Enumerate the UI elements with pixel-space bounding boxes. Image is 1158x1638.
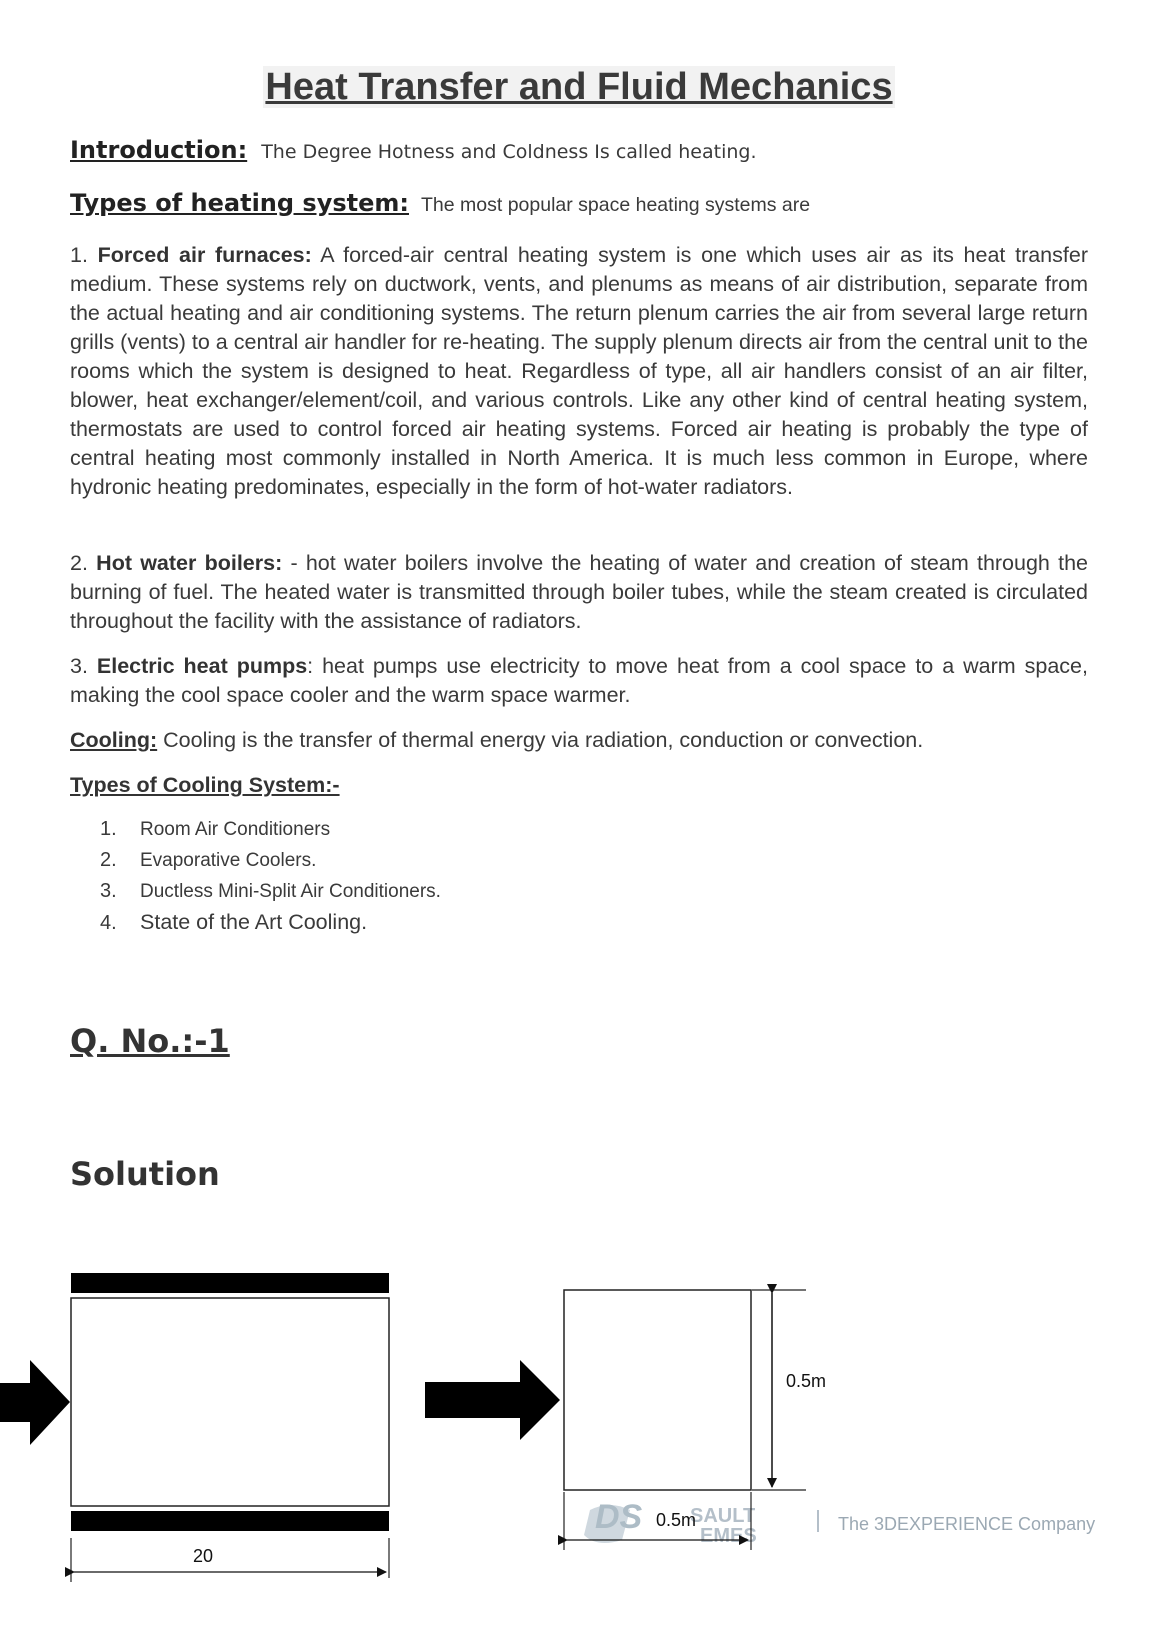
types-heating-line (70, 189, 1088, 217)
bottom-wall-bar (71, 1511, 389, 1531)
paragraph-heat-pumps: 3. Electric heat pumps: heat pumps use electricity to move heat from a cool space to a warm space, making the cool space cooler and the warm space warmer. (70, 654, 1088, 707)
square-cross-section (564, 1290, 751, 1490)
list-item: 1. Room Air Conditioners (100, 818, 331, 840)
watermark-text: The 3DEXPERIENCE Company (838, 1514, 1096, 1534)
introduction-text: The Degree Hotness and Coldness Is called heating. (261, 141, 757, 163)
top-wall-bar (71, 1273, 389, 1293)
right-width-label: 0.5m (656, 1510, 697, 1530)
introduction-label: Introduction: (70, 136, 248, 164)
question-number: Q. No.:-1 (70, 1022, 230, 1060)
cooling-types-list (100, 814, 441, 938)
cooling-types-heading: Types of Cooling System:- (70, 773, 340, 797)
paragraph-cooling: Cooling: Cooling is the transfer of thermal energy via radiation, conduction or convection. (70, 728, 924, 752)
cooling-label: Cooling: (70, 728, 158, 752)
item-title: Hot water boilers: (96, 551, 283, 575)
flow-arrow-icon (0, 1360, 70, 1445)
left-wall-box (71, 1298, 389, 1506)
item-title: Forced air furnaces: (97, 243, 312, 267)
right-height-label: 0.5m (786, 1371, 827, 1391)
svg-text:SAULT: SAULT (690, 1505, 756, 1527)
item-title: Electric heat pumps (96, 654, 308, 678)
introduction-line (70, 136, 1088, 164)
page-title: Heat Transfer and Fluid Mechanics (265, 66, 893, 108)
list-item: 4. State of the Art Cooling. (100, 910, 368, 934)
types-heating-label: Types of heating system: (70, 189, 409, 217)
types-heating-text: The most popular space heating systems are (421, 194, 811, 216)
paragraph-forced-air: 1. Forced air furnaces: A forced-air central heating system is one which uses air as its heat transfer medium. These systems rely on ductwork, vents, and plenums as means of air distribution, separate from the actual heating and air conditioning systems. The return plenum carries the air from several large return grills (vents) to a central air handler for re-heating. The supply plenum directs air from the central unit to the rooms which the system is designed to heat. Regardless of type, all air handlers consist of an air filter, blower, heat exchanger/element/coil, and various controls. Like any other kind of central heating system, thermostats are used to control forced air heating systems. Forced air heating is probably the type of central heating most commonly installed in North America. It is much less common in Europe, where hydronic heating predominates, especially in the form of hot-water radiators. (70, 243, 1088, 499)
solution-figure (0, 1260, 1158, 1620)
solution-heading: Solution (70, 1155, 220, 1193)
left-width-label: 20 (193, 1546, 214, 1566)
svg-text:DS: DS (595, 1498, 643, 1536)
list-item: 3. Ductless Mini-Split Air Conditioners. (100, 880, 441, 902)
transition-arrow-icon (425, 1360, 560, 1440)
svg-text:EMES: EMES (700, 1525, 757, 1547)
list-item: 2. Evaporative Coolers. (100, 849, 317, 871)
paragraph-hot-water: 2. Hot water boilers: - hot water boilers involve the heating of water and creation of steam through the burning of fuel. The heated water is transmitted through boiler tubes, while the steam created is circulated throughout the facility with the assistance of radiators. (70, 551, 1088, 633)
